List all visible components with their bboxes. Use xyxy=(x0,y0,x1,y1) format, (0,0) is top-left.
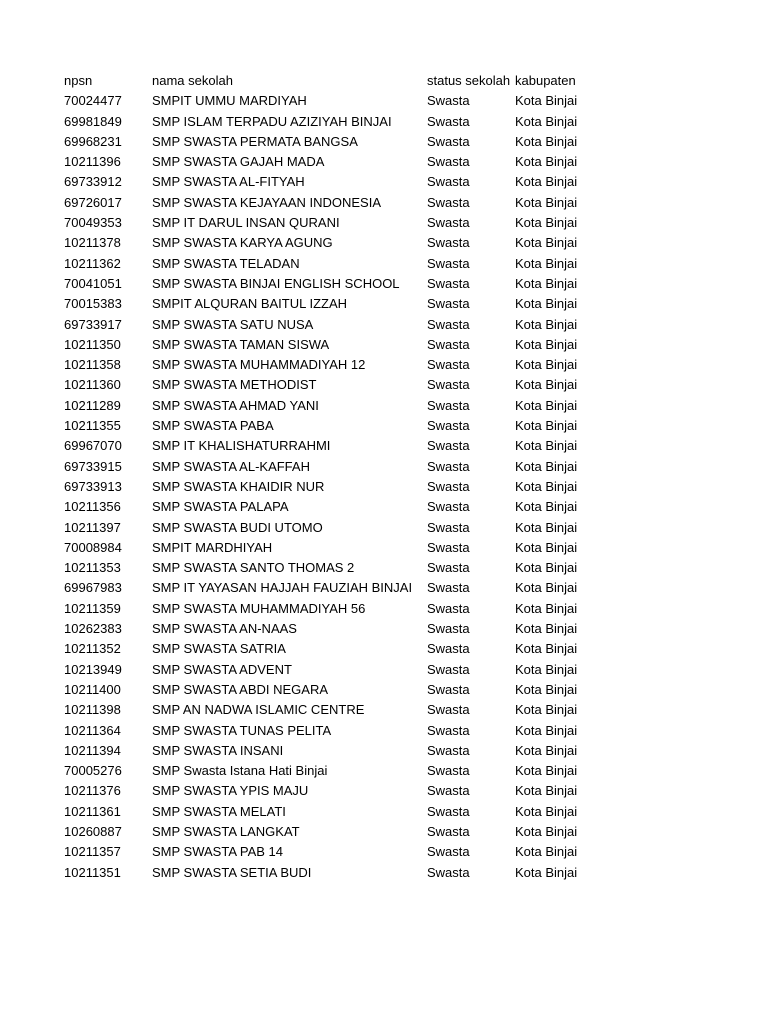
cell-kabupaten: Kota Binjai xyxy=(515,154,578,170)
cell-kabupaten: Kota Binjai xyxy=(515,702,578,718)
cell-nama-sekolah: SMPIT UMMU MARDIYAH xyxy=(152,93,307,109)
table-row xyxy=(64,741,764,761)
cell-npsn: 69967070 xyxy=(64,438,122,454)
cell-status-sekolah: Swasta xyxy=(427,661,470,677)
cell-nama-sekolah: SMP SWASTA METHODIST xyxy=(152,377,317,393)
cell-status-sekolah: Swasta xyxy=(427,763,470,779)
cell-status-sekolah: Swasta xyxy=(427,296,470,312)
cell-npsn: 69726017 xyxy=(64,194,122,210)
cell-npsn: 10211400 xyxy=(64,681,121,697)
cell-npsn: 69733913 xyxy=(64,478,122,494)
cell-npsn: 69968231 xyxy=(64,133,122,149)
table-row xyxy=(64,558,764,578)
cell-kabupaten: Kota Binjai xyxy=(515,844,578,860)
cell-npsn: 70005276 xyxy=(64,763,122,779)
cell-kabupaten: Kota Binjai xyxy=(515,418,578,434)
cell-nama-sekolah: SMP SWASTA KEJAYAAN INDONESIA xyxy=(152,194,381,210)
cell-status-sekolah: Swasta xyxy=(427,742,470,758)
table-row xyxy=(64,538,764,558)
cell-kabupaten: Kota Binjai xyxy=(515,580,578,596)
cell-status-sekolah: Swasta xyxy=(427,539,470,555)
table-row xyxy=(64,416,764,436)
cell-status-sekolah: Swasta xyxy=(427,235,470,251)
cell-nama-sekolah: SMP IT DARUL INSAN QURANI xyxy=(152,215,340,231)
cell-kabupaten: Kota Binjai xyxy=(515,194,578,210)
cell-npsn: 10211396 xyxy=(64,154,121,170)
cell-status-sekolah: Swasta xyxy=(427,377,470,393)
cell-nama-sekolah: SMP SWASTA PABA xyxy=(152,418,274,434)
table-row xyxy=(64,213,764,233)
table-row xyxy=(64,863,764,883)
cell-npsn: 70008984 xyxy=(64,539,122,555)
cell-kabupaten: Kota Binjai xyxy=(515,763,578,779)
cell-npsn: 10211398 xyxy=(64,702,121,718)
cell-nama-sekolah: SMP SWASTA MUHAMMADIYAH 12 xyxy=(152,357,366,373)
table-row xyxy=(64,457,764,477)
cell-kabupaten: Kota Binjai xyxy=(515,823,578,839)
cell-npsn: 10211356 xyxy=(64,499,121,515)
table-row xyxy=(64,375,764,395)
cell-status-sekolah: Swasta xyxy=(427,722,470,738)
cell-kabupaten: Kota Binjai xyxy=(515,722,578,738)
cell-status-sekolah: Swasta xyxy=(427,458,470,474)
cell-nama-sekolah: SMP SWASTA BINJAI ENGLISH SCHOOL xyxy=(152,275,400,291)
cell-status-sekolah: Swasta xyxy=(427,681,470,697)
cell-status-sekolah: Swasta xyxy=(427,499,470,515)
cell-kabupaten: Kota Binjai xyxy=(515,174,578,190)
cell-npsn: 69967983 xyxy=(64,580,122,596)
cell-status-sekolah: Swasta xyxy=(427,215,470,231)
table-row xyxy=(64,355,764,375)
table-row xyxy=(64,700,764,720)
table-body xyxy=(64,91,764,883)
table-row xyxy=(64,497,764,517)
table-row xyxy=(64,152,764,172)
cell-kabupaten: Kota Binjai xyxy=(515,621,578,637)
cell-nama-sekolah: SMP IT YAYASAN HAJJAH FAUZIAH BINJAI xyxy=(152,580,413,596)
header-nama-sekolah: nama sekolah xyxy=(152,73,233,88)
table-row xyxy=(64,822,764,842)
cell-status-sekolah: Swasta xyxy=(427,397,470,413)
cell-npsn: 10213949 xyxy=(64,661,122,677)
cell-nama-sekolah: SMP AN NADWA ISLAMIC CENTRE xyxy=(152,702,365,718)
cell-nama-sekolah: SMP SWASTA KARYA AGUNG xyxy=(152,235,333,251)
table-row xyxy=(64,294,764,314)
cell-kabupaten: Kota Binjai xyxy=(515,255,578,271)
table-row xyxy=(64,721,764,741)
header-status-sekolah: status sekolah xyxy=(427,73,511,88)
cell-npsn: 10211289 xyxy=(64,397,121,413)
cell-nama-sekolah: SMP SWASTA SANTO THOMAS 2 xyxy=(152,560,355,576)
cell-status-sekolah: Swasta xyxy=(427,844,470,860)
cell-kabupaten: Kota Binjai xyxy=(515,864,578,880)
table-header-row xyxy=(64,71,764,91)
cell-kabupaten: Kota Binjai xyxy=(515,133,578,149)
cell-npsn: 69733915 xyxy=(64,458,122,474)
cell-npsn: 70024477 xyxy=(64,93,122,109)
cell-nama-sekolah: SMP SWASTA MUHAMMADIYAH 56 xyxy=(152,600,366,616)
table-row xyxy=(64,274,764,294)
cell-npsn: 10211364 xyxy=(64,722,121,738)
cell-nama-sekolah: SMP SWASTA LANGKAT xyxy=(152,823,300,839)
cell-kabupaten: Kota Binjai xyxy=(515,783,578,799)
cell-npsn: 69733917 xyxy=(64,316,122,332)
cell-nama-sekolah: SMP SWASTA AL-FITYAH xyxy=(152,174,305,190)
table-row xyxy=(64,842,764,862)
cell-kabupaten: Kota Binjai xyxy=(515,539,578,555)
table-row xyxy=(64,477,764,497)
cell-nama-sekolah: SMP SWASTA ABDI NEGARA xyxy=(152,681,329,697)
table-row xyxy=(64,599,764,619)
table-row xyxy=(64,335,764,355)
cell-status-sekolah: Swasta xyxy=(427,154,470,170)
cell-status-sekolah: Swasta xyxy=(427,194,470,210)
table-row xyxy=(64,91,764,111)
table-row xyxy=(64,761,764,781)
cell-status-sekolah: Swasta xyxy=(427,133,470,149)
cell-kabupaten: Kota Binjai xyxy=(515,742,578,758)
cell-nama-sekolah: SMP ISLAM TERPADU AZIZIYAH BINJAI xyxy=(152,113,392,129)
table-row xyxy=(64,193,764,213)
cell-nama-sekolah: SMPIT MARDHIYAH xyxy=(152,539,273,555)
table-row xyxy=(64,619,764,639)
cell-kabupaten: Kota Binjai xyxy=(515,600,578,616)
cell-npsn: 10211351 xyxy=(64,864,121,880)
cell-status-sekolah: Swasta xyxy=(427,255,470,271)
table-row xyxy=(64,660,764,680)
cell-npsn: 70049353 xyxy=(64,215,122,231)
table-row xyxy=(64,233,764,253)
table-row xyxy=(64,315,764,335)
cell-status-sekolah: Swasta xyxy=(427,864,470,880)
table-row xyxy=(64,781,764,801)
cell-status-sekolah: Swasta xyxy=(427,275,470,291)
cell-kabupaten: Kota Binjai xyxy=(515,661,578,677)
cell-status-sekolah: Swasta xyxy=(427,174,470,190)
cell-npsn: 10211350 xyxy=(64,336,121,352)
cell-nama-sekolah: SMP SWASTA SATRIA xyxy=(152,641,286,657)
cell-npsn: 10211355 xyxy=(64,418,121,434)
table-row xyxy=(64,518,764,538)
cell-npsn: 10211362 xyxy=(64,255,121,271)
cell-status-sekolah: Swasta xyxy=(427,803,470,819)
cell-npsn: 69733912 xyxy=(64,174,122,190)
cell-kabupaten: Kota Binjai xyxy=(515,803,578,819)
cell-status-sekolah: Swasta xyxy=(427,316,470,332)
cell-kabupaten: Kota Binjai xyxy=(515,377,578,393)
cell-kabupaten: Kota Binjai xyxy=(515,235,578,251)
cell-nama-sekolah: SMP SWASTA AN-NAAS xyxy=(152,621,297,637)
cell-npsn: 70015383 xyxy=(64,296,122,312)
cell-kabupaten: Kota Binjai xyxy=(515,336,578,352)
cell-npsn: 69981849 xyxy=(64,113,122,129)
cell-status-sekolah: Swasta xyxy=(427,113,470,129)
table-row xyxy=(64,112,764,132)
cell-kabupaten: Kota Binjai xyxy=(515,296,578,312)
cell-npsn: 10211359 xyxy=(64,600,121,616)
cell-nama-sekolah: SMP SWASTA INSANI xyxy=(152,742,284,758)
cell-npsn: 10260887 xyxy=(64,823,122,839)
cell-nama-sekolah: SMP SWASTA GAJAH MADA xyxy=(152,154,325,170)
cell-status-sekolah: Swasta xyxy=(427,600,470,616)
cell-nama-sekolah: SMP SWASTA TUNAS PELITA xyxy=(152,722,332,738)
cell-nama-sekolah: SMP SWASTA PALAPA xyxy=(152,499,289,515)
cell-status-sekolah: Swasta xyxy=(427,783,470,799)
cell-status-sekolah: Swasta xyxy=(427,621,470,637)
cell-kabupaten: Kota Binjai xyxy=(515,641,578,657)
cell-nama-sekolah: SMP SWASTA SETIA BUDI xyxy=(152,864,312,880)
cell-nama-sekolah: SMP SWASTA SATU NUSA xyxy=(152,316,314,332)
cell-npsn: 10211353 xyxy=(64,560,121,576)
cell-kabupaten: Kota Binjai xyxy=(515,519,578,535)
cell-nama-sekolah: SMP SWASTA TAMAN SISWA xyxy=(152,336,330,352)
cell-kabupaten: Kota Binjai xyxy=(515,438,578,454)
cell-kabupaten: Kota Binjai xyxy=(515,681,578,697)
cell-npsn: 10211378 xyxy=(64,235,121,251)
header-kabupaten: kabupaten xyxy=(515,73,576,88)
cell-kabupaten: Kota Binjai xyxy=(515,93,578,109)
cell-kabupaten: Kota Binjai xyxy=(515,357,578,373)
cell-npsn: 10211361 xyxy=(64,803,121,819)
cell-status-sekolah: Swasta xyxy=(427,641,470,657)
cell-npsn: 70041051 xyxy=(64,275,122,291)
cell-nama-sekolah: SMP SWASTA YPIS MAJU xyxy=(152,783,309,799)
cell-nama-sekolah: SMP SWASTA AL-KAFFAH xyxy=(152,458,310,474)
cell-status-sekolah: Swasta xyxy=(427,823,470,839)
cell-status-sekolah: Swasta xyxy=(427,438,470,454)
cell-nama-sekolah: SMP Swasta Istana Hati Binjai xyxy=(152,763,328,779)
table-row xyxy=(64,578,764,598)
cell-nama-sekolah: SMP SWASTA PERMATA BANGSA xyxy=(152,133,358,149)
cell-status-sekolah: Swasta xyxy=(427,418,470,434)
cell-nama-sekolah: SMP SWASTA MELATI xyxy=(152,803,286,819)
cell-npsn: 10211394 xyxy=(64,742,121,758)
cell-status-sekolah: Swasta xyxy=(427,336,470,352)
table-row xyxy=(64,396,764,416)
cell-status-sekolah: Swasta xyxy=(427,519,470,535)
table-row xyxy=(64,680,764,700)
cell-nama-sekolah: SMP SWASTA PAB 14 xyxy=(152,844,284,860)
cell-kabupaten: Kota Binjai xyxy=(515,458,578,474)
cell-npsn: 10211360 xyxy=(64,377,121,393)
cell-npsn: 10211352 xyxy=(64,641,121,657)
table-row xyxy=(64,802,764,822)
cell-kabupaten: Kota Binjai xyxy=(515,478,578,494)
header-npsn: npsn xyxy=(64,73,93,88)
cell-nama-sekolah: SMPIT ALQURAN BAITUL IZZAH xyxy=(152,296,348,312)
cell-npsn: 10211397 xyxy=(64,519,121,535)
cell-kabupaten: Kota Binjai xyxy=(515,215,578,231)
cell-nama-sekolah: SMP SWASTA BUDI UTOMO xyxy=(152,519,323,535)
cell-status-sekolah: Swasta xyxy=(427,478,470,494)
cell-nama-sekolah: SMP SWASTA TELADAN xyxy=(152,255,300,271)
cell-kabupaten: Kota Binjai xyxy=(515,560,578,576)
cell-status-sekolah: Swasta xyxy=(427,357,470,373)
cell-status-sekolah: Swasta xyxy=(427,702,470,718)
cell-nama-sekolah: SMP IT KHALISHATURRAHMI xyxy=(152,438,331,454)
cell-npsn: 10211358 xyxy=(64,357,121,373)
cell-status-sekolah: Swasta xyxy=(427,560,470,576)
cell-status-sekolah: Swasta xyxy=(427,93,470,109)
cell-nama-sekolah: SMP SWASTA KHAIDIR NUR xyxy=(152,478,325,494)
cell-kabupaten: Kota Binjai xyxy=(515,397,578,413)
cell-nama-sekolah: SMP SWASTA ADVENT xyxy=(152,661,292,677)
table-row xyxy=(64,172,764,192)
cell-status-sekolah: Swasta xyxy=(427,580,470,596)
table-row xyxy=(64,132,764,152)
table-row xyxy=(64,254,764,274)
cell-kabupaten: Kota Binjai xyxy=(515,316,578,332)
table-row xyxy=(64,436,764,456)
cell-nama-sekolah: SMP SWASTA AHMAD YANI xyxy=(152,397,319,413)
cell-npsn: 10211357 xyxy=(64,844,121,860)
cell-kabupaten: Kota Binjai xyxy=(515,113,578,129)
table-row xyxy=(64,639,764,659)
cell-kabupaten: Kota Binjai xyxy=(515,275,578,291)
cell-npsn: 10262383 xyxy=(64,621,122,637)
cell-kabupaten: Kota Binjai xyxy=(515,499,578,515)
cell-npsn: 10211376 xyxy=(64,783,121,799)
school-table xyxy=(64,71,764,883)
